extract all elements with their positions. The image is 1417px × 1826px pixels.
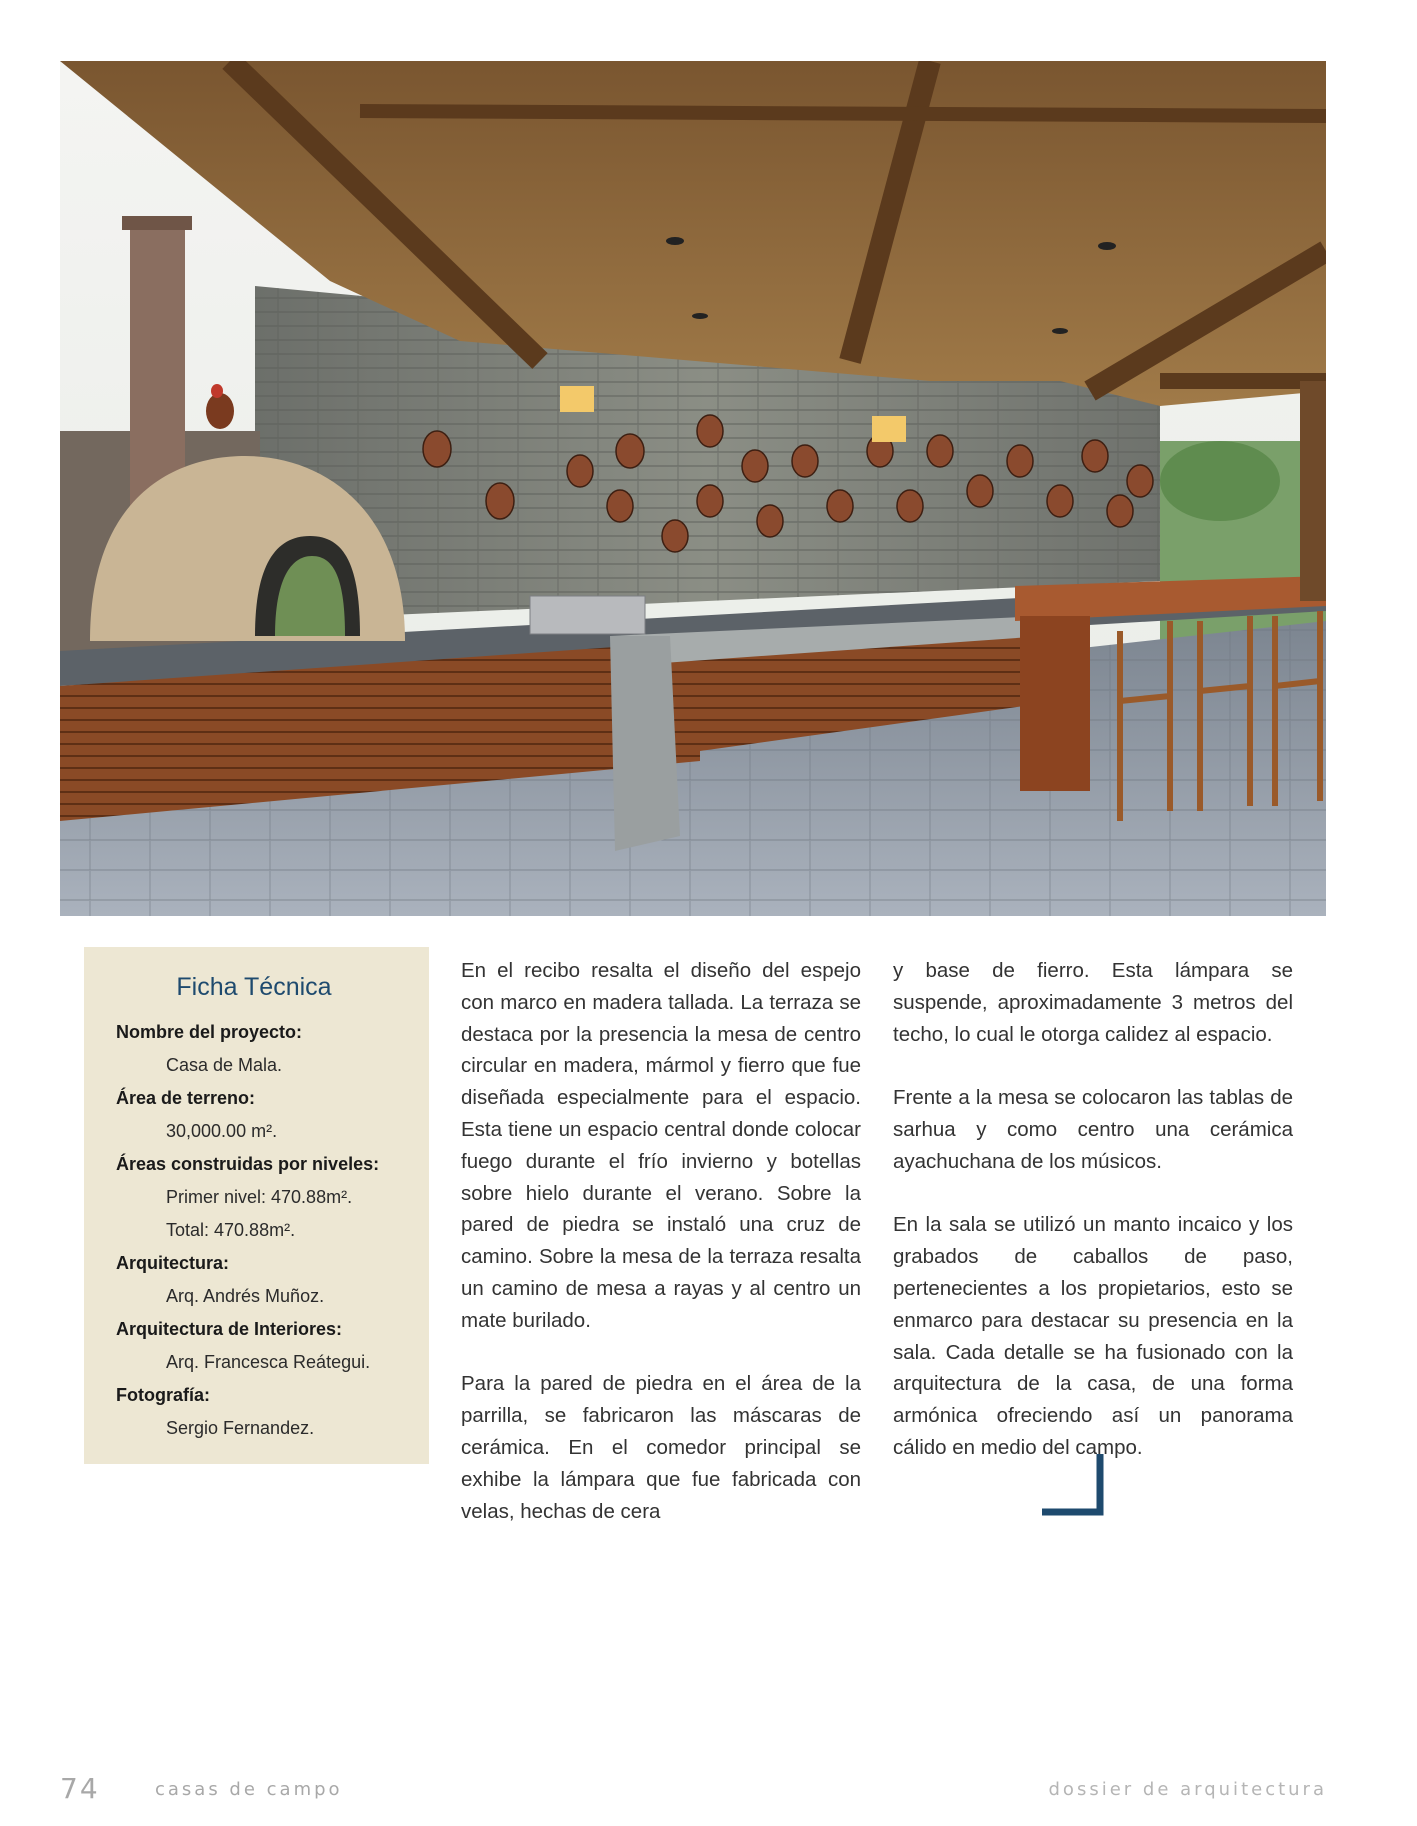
end-of-article-mark bbox=[1042, 1454, 1104, 1516]
article-column-1 bbox=[461, 955, 861, 1527]
ficha-value: Total: 470.88m². bbox=[166, 1220, 296, 1240]
article-paragraph: En el recibo resalta el diseño del espejo con marco en madera tallada. La terraza se destaca por la presencia la mesa de centro circular en madera, mármol y fierro que fue diseñada especialmente para el espacio. Esta tiene un espacio central donde colocar fuego durante el frío invierno y botellas sobre hielo durante el verano. Sobre la pared de piedra se instaló una cruz de camino. Sobre la mesa de la terraza resalta un camino de mesa a rayas y al centro un mate burilado. bbox=[461, 959, 861, 1332]
ficha-label: Áreas construidas por niveles: bbox=[116, 1154, 380, 1174]
ficha-label: Fotografía: bbox=[116, 1385, 210, 1405]
magazine-name: casas de campo bbox=[155, 1779, 343, 1800]
terrace-photo-illustration bbox=[60, 61, 1326, 916]
ficha-value: 30,000.00 m². bbox=[166, 1121, 278, 1141]
ficha-label: Nombre del proyecto: bbox=[116, 1022, 303, 1042]
article-column-2 bbox=[893, 955, 1293, 1464]
ficha-value: Arq. Francesca Reátegui. bbox=[166, 1352, 371, 1372]
ficha-value: Primer nivel: 470.88m². bbox=[166, 1187, 353, 1207]
ficha-value: Sergio Fernandez. bbox=[166, 1418, 315, 1438]
ficha-value: Arq. Andrés Muñoz. bbox=[166, 1286, 325, 1306]
ficha-title: Ficha Técnica bbox=[176, 973, 332, 1001]
ficha-label: Arquitectura: bbox=[116, 1253, 230, 1273]
section-name: dossier de arquitectura bbox=[1048, 1779, 1327, 1800]
ficha-value: Casa de Mala. bbox=[166, 1055, 283, 1075]
ficha-label: Arquitectura de Interiores: bbox=[116, 1319, 343, 1339]
ficha-label: Área de terreno: bbox=[116, 1088, 256, 1108]
article-paragraph: En la sala se utilizó un manto incaico y los grabados de caballos de paso, pertenecientes a los propietarios, esto se enmarco para destacar su presencia en la sala. Cada detalle se ha fusionado con la arquitectura de la casa, de una forma armónica ofreciendo así un panorama cálido en medio del campo. bbox=[893, 1213, 1293, 1459]
article-paragraph: y base de fierro. Esta lámpara se suspende, aproximadamente 3 metros del techo, lo cual le otorga calidez al espacio. bbox=[893, 959, 1293, 1046]
article-paragraph: Para la pared de piedra en el área de la parrilla, se fabricaron las máscaras de cerámica. En el comedor principal se exhibe la lámpara que fue fabricada con velas, hechas de cera bbox=[461, 1372, 861, 1523]
article-paragraph: Frente a la mesa se colocaron las tablas de sarhua y como centro una cerámica ayachuchana de los músicos. bbox=[893, 1086, 1293, 1173]
ficha-tecnica-box bbox=[84, 947, 429, 1464]
terrace-photo bbox=[60, 61, 1326, 916]
page-number: 74 bbox=[60, 1772, 100, 1805]
